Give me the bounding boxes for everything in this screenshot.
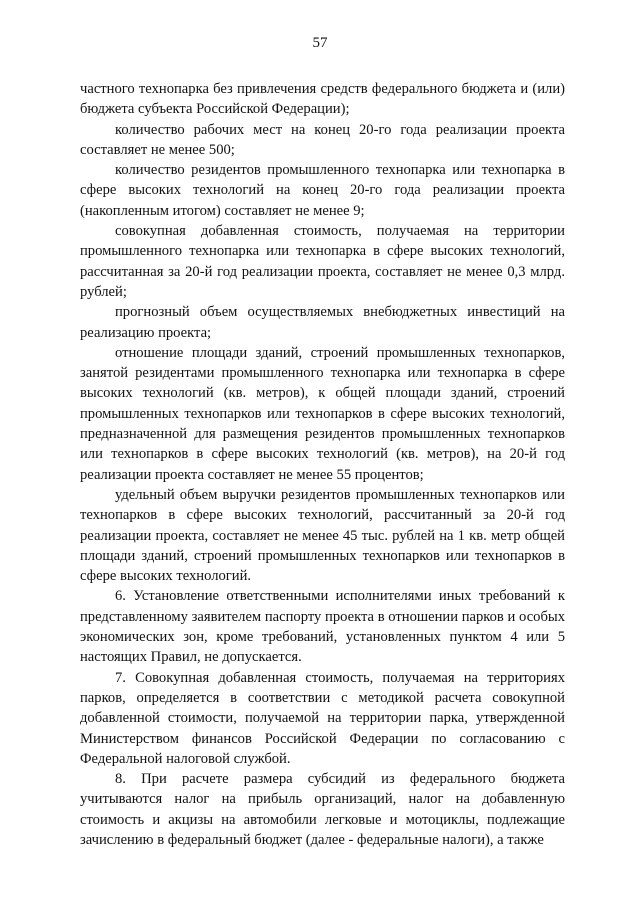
paragraph-revenue: удельный объем выручки резидентов промышленных технопарков или технопарков в сфере высоких технологий, рассчитанный за 20-й год реализации проекта, составляет не менее 45 тыс. рублей на 1 кв. метр общей площади зданий, строений промышленных технопарков или технопарков в сфере высоких технологий. xyxy=(80,486,565,585)
page-number: 57 xyxy=(312,35,328,51)
document-body xyxy=(80,79,565,850)
paragraph-jobs-count: количество рабочих мест на конец 20-го года реализации проекта составляет не менее 500; xyxy=(80,121,565,158)
paragraph-item-7: 7. Совокупная добавленная стоимость, получаемая на территориях парков, определяется в соответствии с методикой расчета совокупной добавленной стоимости, получаемой на территории парка, утвержденной Министерством финансов Российской Федерации по согласованию с Федеральной налоговой службой. xyxy=(80,669,565,767)
paragraph-continuation: частного технопарка без привлечения средств федерального бюджета и (или) бюджета субъекта Российской Федерации); xyxy=(80,81,565,118)
paragraph-residents-count: количество резидентов промышленного технопарка или технопарка в сфере высоких технологий на конец 20-го года реализации проекта (накопленным итогом) составляет не менее 9; xyxy=(80,162,565,219)
paragraph-item-8: 8. При расчете размера субсидий из федерального бюджета учитываются налог на прибыль организаций, налог на добавленную стоимость и акцизы на автомобили легковые и мотоциклы, подлежащие зачислению в федеральный бюджет (далее - федеральные налоги), а также xyxy=(80,771,565,848)
paragraph-added-value: совокупная добавленная стоимость, получаемая на территории промышленного технопарка или технопарка в сфере высоких технологий, рассчитанная за 20-й год реализации проекта, составляет не менее 0,3 млрд. рублей; xyxy=(80,223,565,300)
paragraph-investments: прогнозный объем осуществляемых внебюджетных инвестиций на реализацию проекта; xyxy=(80,304,565,341)
paragraph-item-6: 6. Установление ответственными исполнителями иных требований к представленному заявителем паспорту проекта в отношении парков и особых экономических зон, кроме требований, установленных пунктом 4 или 5 настоящих Правил, не допускается. xyxy=(80,588,565,666)
paragraph-area-ratio: отношение площади зданий, строений промышленных технопарков, занятой резидентами промышленного технопарка или технопарка в сфере высоких технологий (кв. метров), к общей площади зданий, строений промышленных технопарков или технопарков в сфере высоких технологий, предназначенной для размещения резидентов промышленных технопарков или технопарков в сфере высоких технологий (кв. метров), на 20-й год реализации проекта составляет не менее 55 процентов; xyxy=(80,344,565,483)
